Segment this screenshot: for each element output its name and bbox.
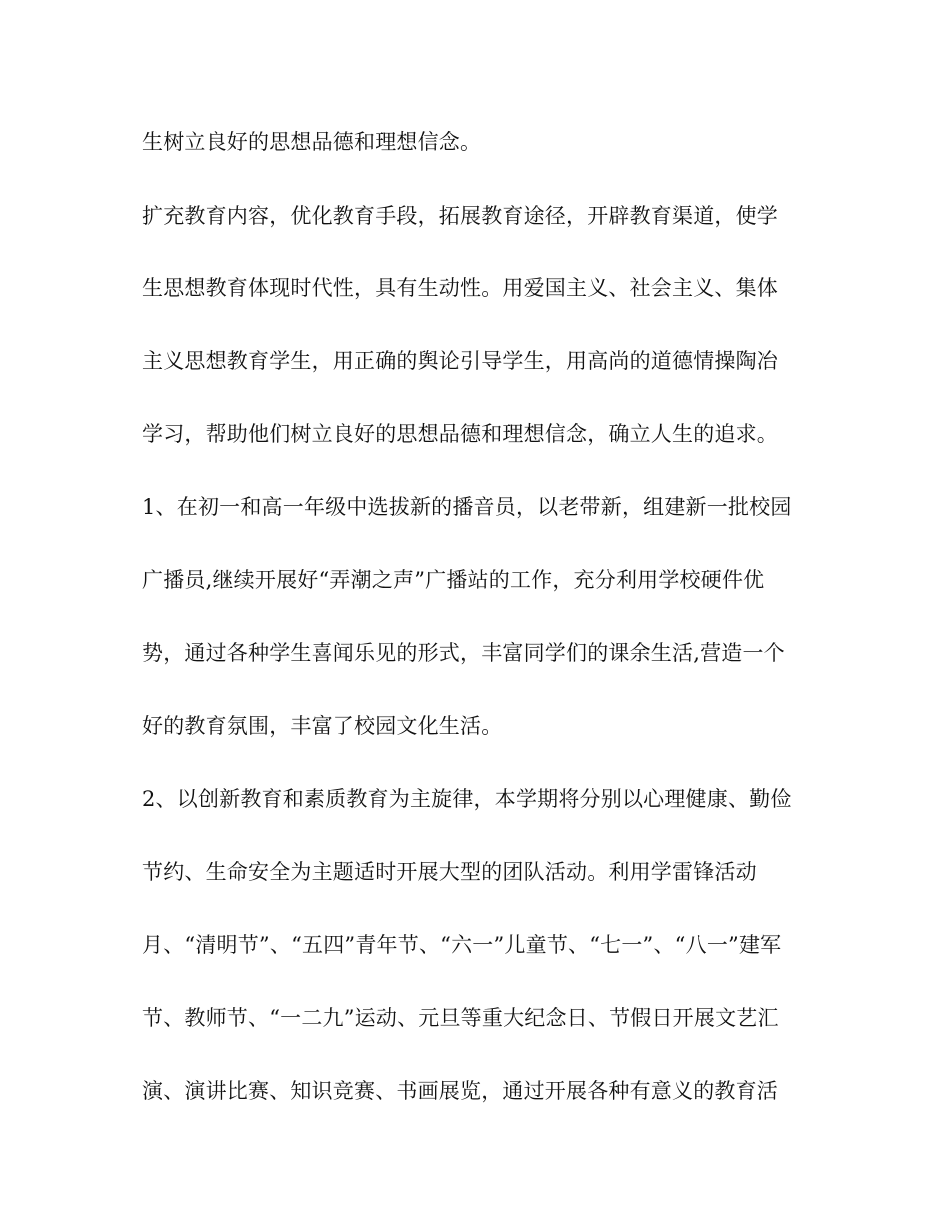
- text-line-5: 学习，帮助他们树立良好的思想品德和理想信念，确立人生的追求。: [142, 422, 778, 446]
- text-line-12: 月、“清明节”、“五四”青年节、“六一”儿童节、“七一”、“八一”建军: [142, 933, 782, 957]
- text-line-9: 好的教育氛围，丰富了校园文化生活。: [142, 714, 503, 738]
- text-line-14: 演、演讲比赛、知识竞赛、书画展览，通过开展各种有意义的教育活: [142, 1079, 778, 1103]
- text-line-11: 节约、生命安全为主题适时开展大型的团队活动。利用学雷锋活动: [142, 860, 757, 884]
- text-line-8: 势，通过各种学生喜闻乐见的形式，丰富同学们的课余生活,营造一个: [142, 641, 785, 665]
- text-line-3: 生思想教育体现时代性，具有生动性。用爱国主义、社会主义、集体: [142, 276, 778, 300]
- text-line-4: 主义思想教育学生，用正确的舆论引导学生，用高尚的道德情操陶冶: [142, 349, 778, 373]
- text-line-6: 1、在初一和高一年级中选拔新的播音员，以老带新，组建新一批校园: [142, 495, 792, 519]
- text-line-10: 2、以创新教育和素质教育为主旋律，本学期将分别以心理健康、勤俭: [142, 787, 792, 811]
- text-line-1: 生树立良好的思想品德和理想信念。: [142, 130, 482, 154]
- text-line-7: 广播员,继续开展好“弄潮之声”广播站的工作，充分利用学校硬件优: [142, 568, 765, 592]
- text-line-2: 扩充教育内容，优化教育手段，拓展教育途径，开辟教育渠道，使学: [142, 204, 778, 228]
- text-line-13: 节、教师节、“一二九”运动、元旦等重大纪念日、节假日开展文艺汇: [142, 1006, 779, 1030]
